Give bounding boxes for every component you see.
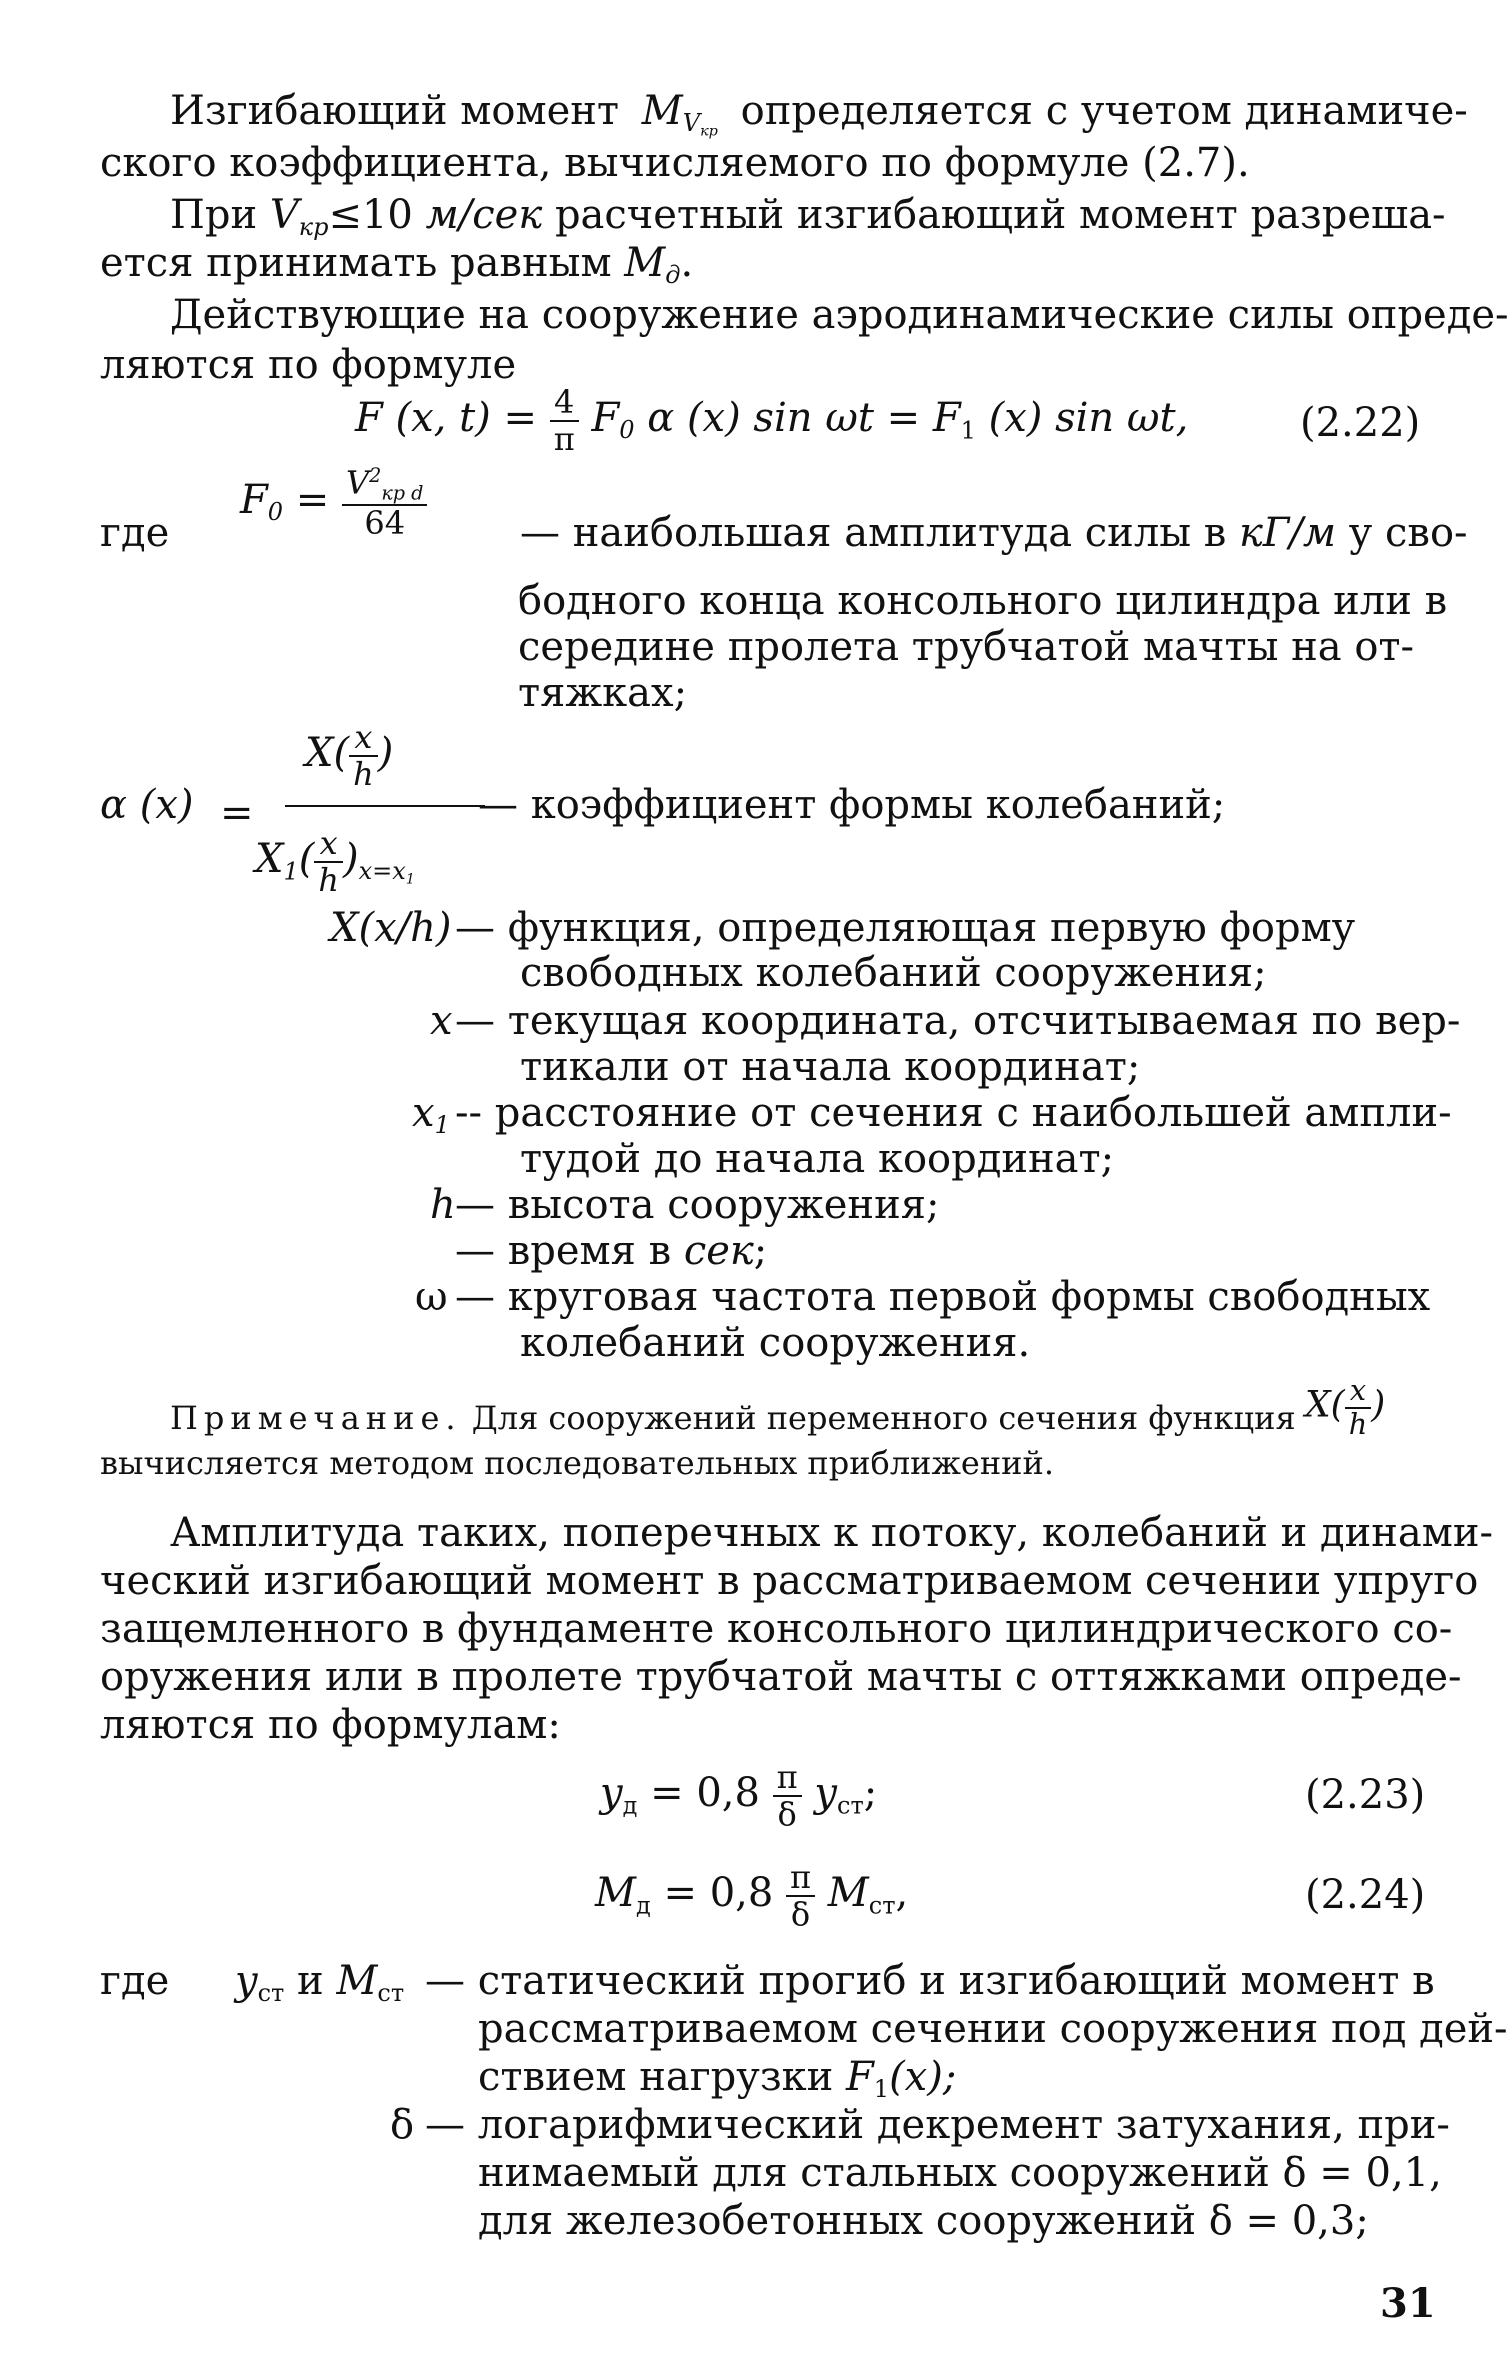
where-label-1: где <box>100 510 170 556</box>
h-symbol: h <box>430 1182 456 1228</box>
para4-line1: Амплитуда таких, поперечных к потоку, колебаний и динами- <box>170 1510 1494 1556</box>
Xxh-definition-line1: — функция, определяющая первую форму <box>455 905 1356 951</box>
delta-definition-line2: нимаемый для стальных сооружений δ = 0,1, <box>478 2150 1442 2196</box>
alpha-numerator: X( $\frac{x}{h}$ ) <box>305 718 394 794</box>
para1-line2: ского коэффициента, вычисляемого по формуле (2.7). <box>100 140 1250 186</box>
para1-line1: Изгибающий момент $M_{V_{кр}}$ определяется с учетом динамиче- <box>170 88 1468 140</box>
alpha-denominator: $X_1$( $\frac{x}{h}$ )$_{x=x_1}$ <box>255 824 415 900</box>
F0-definition-line1: — наибольшая амплитуда силы в кГ/м у сво- <box>520 510 1468 556</box>
alpha-equals: = <box>220 790 254 836</box>
x1-definition-line2: тудой до начала координат; <box>520 1136 1115 1182</box>
para4-line4: оружения или в пролете трубчатой мачты с оттяжками опреде- <box>100 1654 1462 1700</box>
note-line1: Примечание. Для сооружений переменного сечения функция <box>170 1399 1296 1437</box>
where-label-2: где <box>100 1958 170 2004</box>
yst-definition-line2: рассматриваемом сечении сооружения под дей- <box>478 2006 1508 2052</box>
alpha-x-label: α (x) <box>100 782 194 828</box>
equation-number-2-24: (2.24) <box>1305 1872 1426 1918</box>
equation-2-23: $y_д = 0,8$ $\frac{\pi}{\delta}$ $y_{ст}$; <box>600 1758 878 1834</box>
equation-2-24: $M_д = 0,8$ $\frac{\pi}{\delta}$ $M_{ст}$, <box>595 1858 909 1934</box>
x-symbol: x <box>430 998 453 1044</box>
omega-definition-line2: колебаний сооружения. <box>520 1320 1031 1366</box>
yst-definition-line1: — статический прогиб и изгибающий момент в <box>425 1958 1435 2004</box>
page-number: 31 <box>1380 2280 1436 2327</box>
delta-definition-line1: — логарифмический декремент затухания, при- <box>425 2102 1450 2148</box>
F0-definition-line3: середине пролета трубчатой мачты на от- <box>518 624 1415 670</box>
para3-line2: ляются по формуле <box>100 342 517 388</box>
para2-line2: ется принимать равным $M_д$. <box>100 240 694 290</box>
alpha-definition: — коэффициент формы колебаний; <box>478 782 1226 828</box>
para4-line2: ческий изгибающий момент в рассматриваемом сечении упруго <box>100 1558 1479 1604</box>
F0-definition-line2: бодного конца консольного цилиндра или в <box>518 578 1448 624</box>
h-definition: — высота сооружения; <box>455 1182 940 1228</box>
equation-number-2-23: (2.23) <box>1305 1772 1426 1818</box>
note-function-X: X( $\frac{x}{h}$ ) <box>1305 1373 1386 1441</box>
F0-formula: $F_0$ = $\frac{V^2_{кр d}}{64}$ <box>240 465 427 541</box>
Xxh-definition-line2: свободных колебаний сооружения; <box>520 950 1267 996</box>
Xxh-symbol: X(x/h) <box>330 905 452 951</box>
para4-line5: ляются по формулам: <box>100 1702 561 1748</box>
delta-definition-line3: для железобетонных сооружений δ = 0,3; <box>478 2198 1369 2244</box>
para3-line1: Действующие на сооружение аэродинамические силы опреде- <box>170 292 1509 338</box>
para2-line1: При $V_{кр}\le 10$ м/сек расчетный изгибающий момент разреша- <box>170 192 1446 242</box>
x-definition-line2: тикали от начала координат; <box>520 1044 1141 1090</box>
omega-symbol: ω <box>415 1274 448 1320</box>
x-definition-line1: — текущая координата, отсчитываемая по вер- <box>455 998 1461 1044</box>
x1-symbol: $x_1$ <box>412 1090 450 1140</box>
yst-Mst-symbols: $y_{ст}$ и $M_{ст}$ <box>235 1958 405 2008</box>
x1-definition-line1: -- расстояние от сечения с наибольшей ампли- <box>455 1090 1452 1136</box>
equation-number-2-22: (2.22) <box>1300 400 1421 446</box>
t-definition: — время в сек; <box>455 1228 768 1274</box>
yst-definition-line3: ствием нагрузки $F_1(x)$; <box>478 2054 957 2104</box>
F0-definition-line4: тяжках; <box>518 670 688 716</box>
para4-line3: защемленного в фундаменте консольного цилиндрического со- <box>100 1606 1453 1652</box>
delta-symbol: δ <box>390 2102 415 2148</box>
omega-definition-line1: — круговая частота первой формы свободных <box>455 1274 1431 1320</box>
alpha-fraction-bar <box>285 805 485 807</box>
note-line2: вычисляется методом последовательных приближений. <box>100 1444 1054 1482</box>
equation-2-22: F (x, t) = $\frac{4}{\pi}$ $F_0$ α (x) $\sin \omega t = F_1$ (x) sin ωt, <box>355 383 1189 459</box>
